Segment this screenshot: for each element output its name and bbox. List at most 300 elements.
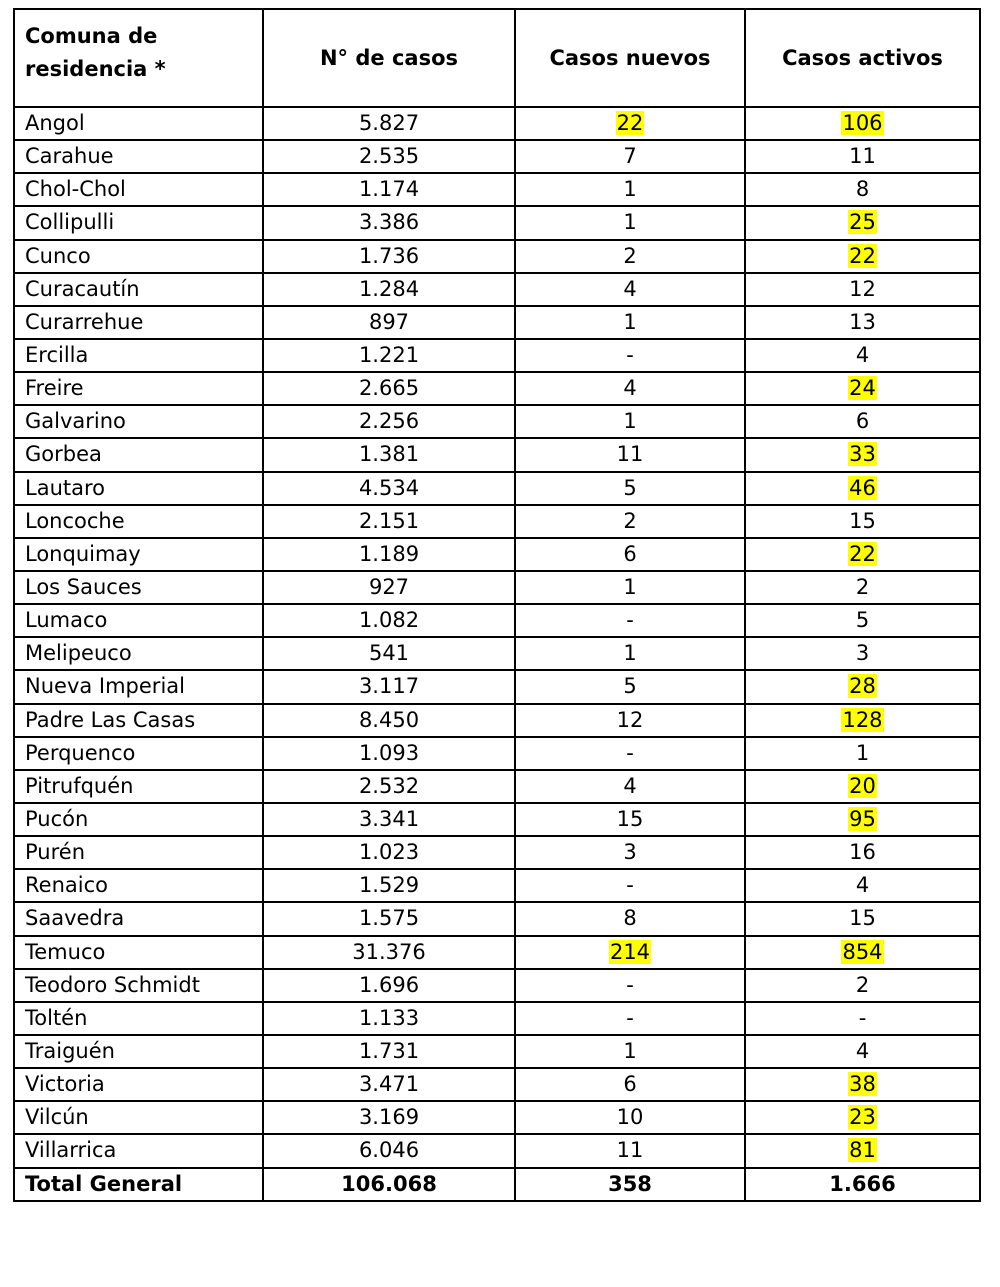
cell-comuna: [14, 339, 263, 372]
total-label-value: Total General: [25, 1171, 183, 1196]
cell-nuevos: [515, 438, 745, 471]
cell-nuevos-value: 11: [616, 1138, 644, 1163]
cell-comuna-value: Ercilla: [25, 343, 89, 368]
cell-casos-value: 1.221: [358, 343, 420, 368]
cell-activos-value: 2: [855, 575, 870, 600]
table-row: [14, 737, 980, 770]
cell-casos-value: 3.386: [358, 210, 420, 235]
cell-activos: [745, 339, 980, 372]
cell-nuevos-value: 1: [623, 177, 637, 202]
cell-casos-value: 3.117: [358, 674, 420, 699]
cell-casos: [263, 107, 515, 140]
cell-activos: [745, 1035, 980, 1068]
cell-comuna: [14, 969, 263, 1002]
cell-activos-value: 106: [842, 111, 883, 136]
total-activos: [745, 1168, 980, 1201]
table-row: [14, 803, 980, 836]
cell-nuevos-value: -: [626, 873, 634, 898]
cell-nuevos: [515, 836, 745, 869]
cell-casos-value: 3.169: [358, 1105, 420, 1130]
cell-comuna: [14, 902, 263, 935]
cell-casos-value: 1.736: [358, 243, 420, 268]
cell-casos: [263, 1002, 515, 1035]
cell-nuevos: [515, 339, 745, 372]
cell-nuevos: [515, 1002, 745, 1035]
total-row: [14, 1168, 980, 1201]
cell-comuna-value: Lumaco: [25, 608, 108, 633]
cell-nuevos-value: 1: [623, 575, 637, 600]
cell-nuevos-value: 4: [623, 376, 637, 401]
cell-comuna: [14, 770, 263, 803]
cell-casos: [263, 936, 515, 969]
cell-activos-value: -: [858, 1005, 867, 1030]
cell-comuna: [14, 273, 263, 306]
cell-comuna: [14, 1134, 263, 1167]
cell-comuna-value: Vilcún: [25, 1105, 89, 1130]
cell-comuna-value: Los Sauces: [25, 575, 142, 600]
cell-comuna-value: Villarrica: [25, 1138, 117, 1163]
cell-activos: [745, 505, 980, 538]
cell-activos: [745, 936, 980, 969]
cell-activos: [745, 969, 980, 1002]
cell-activos: [745, 1002, 980, 1035]
total-nuevos-value: 358: [608, 1171, 652, 1196]
cases-table: [13, 8, 981, 1202]
cell-nuevos-value: 12: [616, 707, 644, 732]
table-row: [14, 1134, 980, 1167]
table-body: [14, 107, 980, 1201]
cell-comuna: [14, 538, 263, 571]
table-row: [14, 240, 980, 273]
cell-comuna-value: Loncoche: [25, 508, 125, 533]
cell-activos-value: 25: [849, 210, 876, 235]
cell-activos-value: 4: [855, 1039, 870, 1063]
cell-comuna: [14, 1035, 263, 1068]
cell-comuna-value: Cunco: [25, 243, 91, 268]
cell-nuevos: [515, 803, 745, 836]
cell-activos-value: 6: [855, 409, 870, 434]
cell-nuevos-value: 2: [623, 243, 637, 268]
table-row: [14, 936, 980, 969]
cell-nuevos-value: 6: [623, 1072, 637, 1097]
table-row: [14, 704, 980, 737]
table-row: [14, 670, 980, 703]
cell-casos-value: 1.696: [358, 972, 420, 997]
cell-casos: [263, 140, 515, 173]
cell-comuna: [14, 240, 263, 273]
cell-comuna-value: Lautaro: [25, 475, 106, 500]
cell-casos-value: 1.082: [358, 608, 420, 633]
header-casos: N° de casos: [263, 9, 515, 107]
cell-activos: [745, 670, 980, 703]
cell-comuna: [14, 571, 263, 604]
cell-activos-value: 22: [849, 541, 876, 566]
cell-activos: [745, 604, 980, 637]
table-row: [14, 1002, 980, 1035]
cell-casos: [263, 969, 515, 1002]
cell-nuevos-value: 8: [623, 906, 637, 931]
total-label: [14, 1168, 263, 1201]
cell-nuevos-value: 4: [623, 773, 637, 798]
cell-activos: [745, 637, 980, 670]
cell-comuna-value: Toltén: [25, 1005, 88, 1030]
cell-comuna: [14, 836, 263, 869]
cell-casos-value: 31.376: [352, 939, 426, 964]
cell-activos: [745, 140, 980, 173]
cell-activos: [745, 869, 980, 902]
cell-comuna: [14, 803, 263, 836]
cell-casos: [263, 240, 515, 273]
cell-comuna-value: Purén: [25, 840, 86, 865]
cell-comuna-value: Carahue: [25, 144, 114, 169]
cell-activos: [745, 206, 980, 239]
cell-casos: [263, 770, 515, 803]
table-row: [14, 140, 980, 173]
cell-nuevos: [515, 869, 745, 902]
cell-nuevos-value: 11: [616, 442, 644, 467]
cell-activos-value: 11: [849, 144, 876, 169]
cell-nuevos: [515, 737, 745, 770]
cell-nuevos-value: -: [626, 343, 634, 368]
cell-nuevos-value: -: [626, 608, 634, 633]
cell-nuevos: [515, 140, 745, 173]
cell-comuna-value: Teodoro Schmidt: [25, 972, 200, 997]
cell-activos: [745, 803, 980, 836]
cell-activos-value: 3: [855, 641, 870, 666]
cell-casos: [263, 637, 515, 670]
cell-activos-value: 5: [855, 608, 870, 633]
total-casos: [263, 1168, 515, 1201]
cell-nuevos-value: -: [626, 972, 634, 997]
cell-comuna: [14, 505, 263, 538]
cell-nuevos: [515, 936, 745, 969]
cell-nuevos: [515, 505, 745, 538]
cell-comuna-value: Lonquimay: [25, 541, 141, 566]
table-row: [14, 969, 980, 1002]
cell-nuevos-value: 2: [623, 508, 637, 533]
cell-comuna: [14, 869, 263, 902]
cell-activos-value: 15: [849, 906, 876, 931]
cell-casos: [263, 206, 515, 239]
cell-activos: [745, 405, 980, 438]
cell-activos-value: 4: [855, 343, 870, 368]
cell-nuevos: [515, 1101, 745, 1134]
cell-comuna: [14, 372, 263, 405]
cell-comuna: [14, 107, 263, 140]
cell-casos: [263, 173, 515, 206]
table-row: [14, 173, 980, 206]
cell-comuna-value: Victoria: [25, 1072, 105, 1097]
cell-casos-value: 5.827: [358, 111, 420, 136]
cell-activos-value: 20: [849, 773, 876, 798]
cell-nuevos-value: -: [626, 1005, 634, 1030]
cell-casos-value: 4.534: [358, 475, 420, 500]
cell-activos: [745, 538, 980, 571]
cell-activos-value: 95: [849, 807, 876, 832]
cell-nuevos: [515, 969, 745, 1002]
cell-nuevos: [515, 405, 745, 438]
cell-casos: [263, 472, 515, 505]
cell-nuevos-value: 4: [623, 276, 637, 301]
cell-casos-value: 1.133: [358, 1005, 420, 1030]
table-row: [14, 472, 980, 505]
cell-casos: [263, 372, 515, 405]
cell-nuevos: [515, 1035, 745, 1068]
total-activos-value: 1.666: [829, 1171, 896, 1196]
cell-casos: [263, 737, 515, 770]
cell-casos: [263, 1068, 515, 1101]
cell-nuevos: [515, 173, 745, 206]
cell-comuna-value: Freire: [25, 376, 84, 401]
cell-casos-value: 1.575: [358, 906, 420, 931]
cell-comuna: [14, 140, 263, 173]
cell-comuna-value: Pucón: [25, 807, 89, 832]
cell-activos: [745, 438, 980, 471]
cell-comuna: [14, 604, 263, 637]
cell-activos-value: 4: [855, 873, 870, 898]
table-row: [14, 571, 980, 604]
cell-comuna: [14, 936, 263, 969]
cell-activos: [745, 1068, 980, 1101]
cell-casos-value: 1.731: [358, 1039, 420, 1063]
cell-nuevos: [515, 1134, 745, 1167]
table-row: [14, 538, 980, 571]
header-comuna: Comuna de residencia *: [14, 9, 263, 107]
cell-casos-value: 1.174: [358, 177, 420, 202]
cell-comuna: [14, 306, 263, 339]
cell-nuevos-value: 5: [623, 475, 637, 500]
cell-activos-value: 13: [849, 309, 876, 334]
cell-activos: [745, 1134, 980, 1167]
cell-nuevos-value: 1: [623, 1039, 637, 1063]
table-row: [14, 505, 980, 538]
cell-activos: [745, 372, 980, 405]
cell-comuna-value: Traiguén: [25, 1039, 115, 1063]
cell-casos-value: 2.535: [358, 144, 420, 169]
cell-casos-value: 1.189: [358, 541, 420, 566]
cell-comuna: [14, 405, 263, 438]
table-row: [14, 604, 980, 637]
cell-casos: [263, 1101, 515, 1134]
cell-nuevos-value: 1: [623, 641, 637, 666]
cell-casos: [263, 538, 515, 571]
cell-casos-value: 1.093: [358, 740, 420, 765]
cell-nuevos-value: 1: [623, 309, 637, 334]
table-row: [14, 836, 980, 869]
cell-activos: [745, 472, 980, 505]
cell-casos: [263, 505, 515, 538]
table-row: [14, 306, 980, 339]
cell-activos: [745, 306, 980, 339]
cell-activos-value: 2: [855, 972, 870, 997]
cell-activos: [745, 1101, 980, 1134]
cell-casos: [263, 869, 515, 902]
table-row: [14, 405, 980, 438]
cell-nuevos-value: 5: [623, 674, 637, 699]
table-row: [14, 1068, 980, 1101]
cell-casos-value: 927: [368, 575, 410, 600]
cell-comuna-value: Chol-Chol: [25, 177, 126, 202]
cell-casos-value: 1.284: [358, 276, 420, 301]
cell-activos-value: 854: [842, 939, 883, 964]
table-row: [14, 107, 980, 140]
cell-casos: [263, 339, 515, 372]
table-row: [14, 273, 980, 306]
cell-comuna: [14, 206, 263, 239]
cell-casos-value: 1.529: [358, 873, 420, 898]
cell-casos-value: 2.256: [358, 409, 420, 434]
cell-nuevos: [515, 240, 745, 273]
cell-casos: [263, 571, 515, 604]
cell-comuna: [14, 472, 263, 505]
cell-casos: [263, 1035, 515, 1068]
cell-activos: [745, 273, 980, 306]
cell-nuevos: [515, 571, 745, 604]
cell-comuna-value: Galvarino: [25, 409, 126, 434]
table-row: [14, 206, 980, 239]
cell-comuna-value: Perquenco: [25, 740, 136, 765]
cell-nuevos: [515, 107, 745, 140]
cell-nuevos: [515, 273, 745, 306]
cell-activos-value: 38: [849, 1072, 876, 1097]
cell-comuna-value: Nueva Imperial: [25, 674, 185, 699]
cell-casos: [263, 803, 515, 836]
cell-comuna: [14, 438, 263, 471]
cell-nuevos: [515, 206, 745, 239]
cell-casos-value: 897: [368, 309, 410, 334]
cell-activos: [745, 902, 980, 935]
cell-casos-value: 2.665: [358, 376, 420, 401]
cell-activos: [745, 836, 980, 869]
cell-nuevos-value: 15: [616, 807, 644, 832]
cell-casos: [263, 604, 515, 637]
cell-casos: [263, 670, 515, 703]
cell-activos-value: 1: [855, 740, 870, 765]
cell-activos: [745, 571, 980, 604]
cell-comuna-value: Curarrehue: [25, 309, 144, 334]
table-row: [14, 1101, 980, 1134]
cell-casos-value: 2.151: [358, 508, 420, 533]
cell-comuna: [14, 737, 263, 770]
cell-comuna: [14, 1101, 263, 1134]
table-row: [14, 1035, 980, 1068]
cell-nuevos: [515, 306, 745, 339]
cell-comuna-value: Padre Las Casas: [25, 707, 196, 732]
cell-activos-value: 28: [849, 674, 876, 699]
cell-comuna-value: Melipeuco: [25, 641, 132, 666]
cell-activos-value: 128: [842, 707, 883, 732]
cell-nuevos: [515, 472, 745, 505]
cell-activos: [745, 240, 980, 273]
cell-casos-value: 541: [368, 641, 410, 666]
cell-comuna: [14, 1002, 263, 1035]
cell-activos-value: 46: [849, 475, 876, 500]
total-nuevos: [515, 1168, 745, 1201]
cell-nuevos: [515, 538, 745, 571]
cell-nuevos: [515, 372, 745, 405]
table-row: [14, 869, 980, 902]
cell-casos-value: 8.450: [358, 707, 420, 732]
cell-nuevos: [515, 637, 745, 670]
cell-nuevos: [515, 770, 745, 803]
cell-comuna: [14, 1068, 263, 1101]
cell-nuevos-value: 6: [623, 541, 637, 566]
cell-comuna-value: Temuco: [25, 939, 106, 964]
cell-nuevos-value: 3: [623, 840, 637, 865]
cell-nuevos: [515, 604, 745, 637]
table-row: [14, 372, 980, 405]
cell-comuna: [14, 637, 263, 670]
cell-comuna-value: Angol: [25, 111, 85, 136]
cell-comuna-value: Curacautín: [25, 276, 140, 301]
cell-casos: [263, 902, 515, 935]
cell-activos-value: 15: [849, 508, 876, 533]
cell-activos: [745, 173, 980, 206]
header-nuevos: Casos nuevos: [515, 9, 745, 107]
cell-comuna-value: Gorbea: [25, 442, 102, 467]
cell-activos-value: 8: [855, 177, 870, 202]
cell-casos-value: 3.471: [358, 1072, 420, 1097]
cell-activos: [745, 770, 980, 803]
cell-nuevos-value: 214: [609, 939, 651, 964]
cell-activos: [745, 704, 980, 737]
cell-casos: [263, 704, 515, 737]
table-row: [14, 438, 980, 471]
header-activos: Casos activos: [745, 9, 980, 107]
cell-comuna-value: Saavedra: [25, 906, 125, 931]
cell-comuna-value: Pitrufquén: [25, 773, 134, 798]
cell-activos-value: 23: [849, 1105, 876, 1130]
cell-casos: [263, 306, 515, 339]
cell-nuevos-value: 22: [616, 111, 644, 136]
table-row: [14, 339, 980, 372]
cell-nuevos: [515, 1068, 745, 1101]
cell-activos-value: 33: [849, 442, 876, 467]
cell-casos-value: 6.046: [358, 1138, 420, 1163]
cell-activos-value: 12: [849, 276, 876, 301]
cell-nuevos: [515, 704, 745, 737]
cell-activos-value: 16: [849, 840, 876, 865]
cell-comuna: [14, 173, 263, 206]
cell-nuevos-value: 7: [623, 144, 637, 169]
cell-nuevos-value: 1: [623, 409, 637, 434]
cell-comuna: [14, 704, 263, 737]
cell-casos: [263, 1134, 515, 1167]
cell-casos-value: 1.381: [358, 442, 420, 467]
cell-casos-value: 3.341: [358, 807, 420, 832]
cell-comuna: [14, 670, 263, 703]
cell-nuevos: [515, 902, 745, 935]
cell-activos-value: 24: [849, 376, 876, 401]
cell-activos: [745, 107, 980, 140]
cell-nuevos-value: 10: [616, 1105, 644, 1130]
cell-casos: [263, 273, 515, 306]
table-row: [14, 902, 980, 935]
table-row: [14, 770, 980, 803]
cell-comuna-value: Renaico: [25, 873, 108, 898]
cell-casos-value: 2.532: [358, 773, 420, 798]
cell-casos: [263, 405, 515, 438]
cell-nuevos-value: 1: [623, 210, 637, 235]
cell-nuevos: [515, 670, 745, 703]
cell-comuna-value: Collipulli: [25, 210, 115, 235]
total-casos-value: 106.068: [341, 1171, 437, 1196]
cell-activos-value: 81: [849, 1138, 876, 1163]
table-row: [14, 637, 980, 670]
cell-casos-value: 1.023: [358, 840, 420, 865]
cell-casos: [263, 836, 515, 869]
cell-activos-value: 22: [849, 243, 876, 268]
